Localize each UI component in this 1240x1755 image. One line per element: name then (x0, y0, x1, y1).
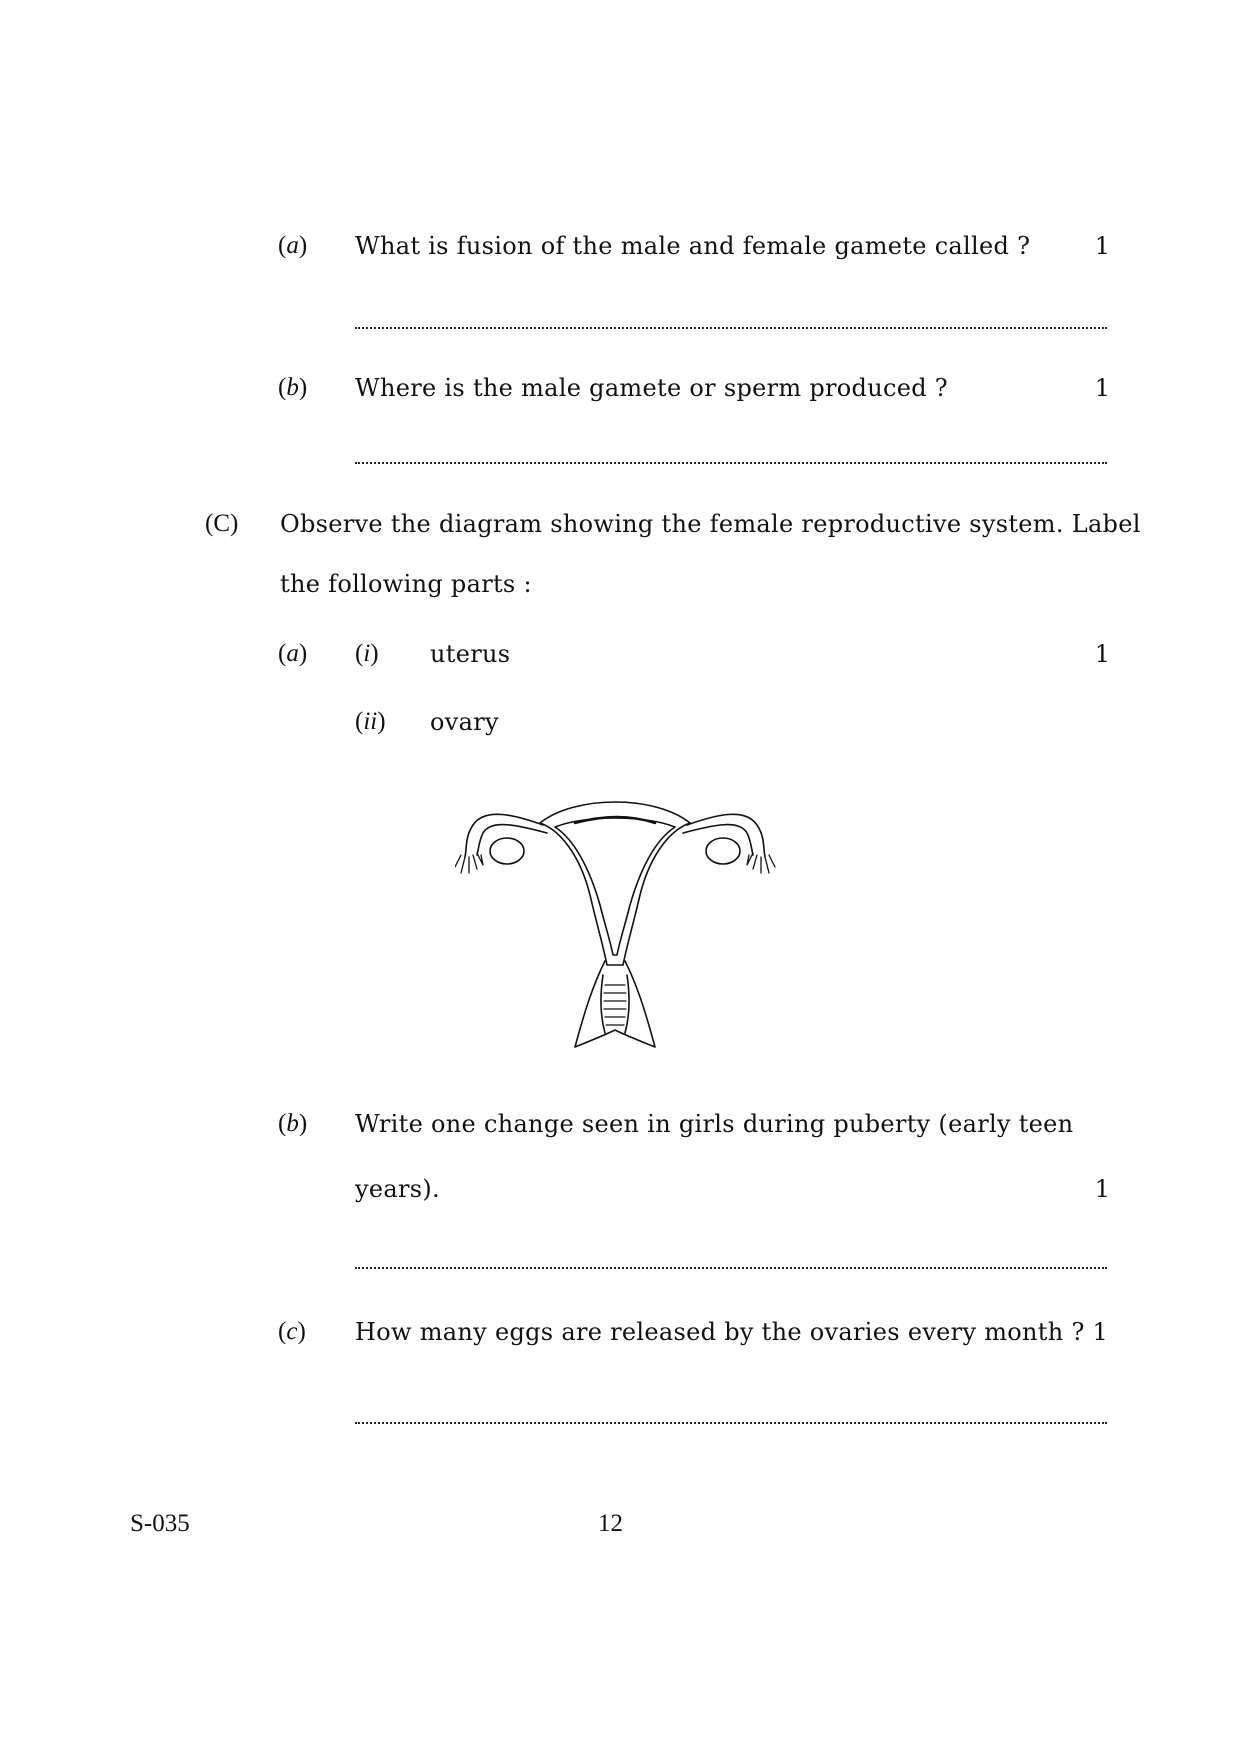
answer-line-part-c[interactable] (355, 1422, 1107, 1424)
question-b-marks: 1 (1094, 374, 1110, 402)
page-number: 12 (598, 1510, 623, 1537)
part-c-text: How many eggs are released by the ovaries every month ? 1 (355, 1318, 1109, 1346)
part-a-label: (a) (278, 640, 308, 667)
section-c-label: (C) (205, 510, 239, 537)
sub-i-text: uterus (430, 640, 511, 668)
section-c-instruction-line2: the following parts : (280, 570, 532, 598)
female-reproductive-system-diagram (455, 785, 785, 1055)
part-b-line1 (355, 1110, 1107, 1138)
part-c-label: (c) (278, 1318, 306, 1345)
question-b-label: (b) (278, 374, 308, 401)
section-c-instruction-line1 (280, 510, 1141, 538)
sub-i-marks: 1 (1094, 640, 1110, 668)
sub-i-label: (i) (355, 640, 379, 667)
paper-code: S-035 (130, 1510, 190, 1537)
answer-line-a[interactable] (355, 327, 1107, 329)
answer-line-b[interactable] (355, 462, 1107, 464)
question-a-text: What is fusion of the male and female gamete called ? (355, 232, 1031, 260)
part-b-line2: years). (355, 1175, 440, 1203)
part-b-marks: 1 (1094, 1175, 1110, 1203)
section-c-instruction-text: Observe the diagram showing the female reproductive system. Label (280, 510, 1141, 538)
part-b-label: (b) (278, 1110, 308, 1137)
answer-line-part-b[interactable] (355, 1267, 1107, 1269)
sub-ii-text: ovary (430, 708, 499, 736)
question-a-marks: 1 (1094, 232, 1110, 260)
question-b-text: Where is the male gamete or sperm produced ? (355, 374, 948, 402)
question-a-label: (a) (278, 232, 308, 259)
sub-ii-label: (ii) (355, 708, 386, 735)
part-b-text-line1: Write one change seen in girls during puberty (early teen (355, 1110, 1074, 1138)
